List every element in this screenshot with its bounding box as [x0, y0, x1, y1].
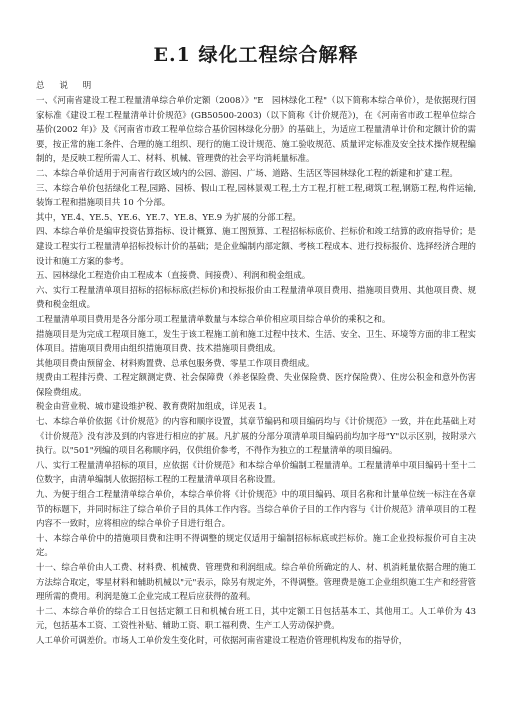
paragraph: 一、《河南省建设工程工程量清单综合单价定额（2008）》"E 园林绿化工程"（以下简称本综合单价），是依据现行国家标准《建设工程工程量清单计价规范》(GB50500-2003)（以下简称《计价规范》)，在《河南省市政工程单位综合基价(2002 年)》及《河南省市政工程单位综合基价园林绿化分册》的基础上，为适应工程量清单计价和定额计价的需要，按正常的施工条件、合理的施工组织、现行的施工设计规范、施工验收规范、质量评定标准及安全技术操作规程编制的，是反映工程所需人工、材料、机械、管理费的社会平均消耗量标准。 — [36, 95, 476, 164]
paragraph: 十、本综合单价中的措施项目费和注明不得调整的规定仅适用于编制招标标底或拦标价。施工企业投标报价可自主决定。 — [36, 532, 476, 558]
paragraph: 规费由工程排污费、工程定额测定费、社会保障费（养老保险费、失业保险费、医疗保险费）、住房公积金和意外伤害保险费组成。 — [36, 372, 476, 397]
paragraph: 二、本综合单价适用于河南省行政区域内的公园、游园、广场、道路、生活区等园林绿化工程的新建和扩建工程。 — [36, 167, 458, 178]
paragraph: 人工单价可调差价。市场人工单价发生变化时，可依据河南省建设工程造价管理机构发布的指导价， — [36, 634, 408, 645]
paragraph: 其他项目费由预留金、材料购置费、总承包服务费、零星工作项目费组成。 — [36, 357, 315, 368]
paragraph: 九、为便于组合工程量清单综合单价，本综合单价将《计价规范》中的项目编码、项目名称和计量单位统一标注在各章节的标题下，并同时标注了综合单价子目的具体工作内容。当综合单价子目的工作内容与《计价规范》清单项目的工程内容不一致时，应将相应的综合单价子目进行组合。 — [36, 489, 476, 529]
paragraph: 十二、本综合单价的综合工日包括定额工日和机械台班工日，其中定额工日包括基本工、其他用工。人工单价为 43 元，包括基本工资、工资性补贴、辅助工资、职工福利费、生产工人劳动保护费。 — [36, 605, 476, 631]
paragraph: 六、实行工程量清单项目招标的招标标底(拦标价)和投标报价由工程量清单项目费用、措施项目费用、其他项目费、规费和税金组成。 — [36, 284, 476, 310]
paragraph: 其中，YE.4、YE.5、YE.6、YE.7、YE.8、YE.9 为扩展的分部工程。 — [36, 211, 301, 222]
paragraph: 十一、综合单价由人工费、材料费、机械费、管理费和利润组成。综合单价所确定的人、材、机消耗量依据合理的施工方法综合取定，零星材料和辅助机械以"元"表示，除另有规定外，不得调整。管理费是施工企业组织施工生产和经营管理所需的费用。利润是施工企业完成工程后应获得的盈利。 — [36, 562, 476, 602]
paragraph: 三、本综合单价包括绿化工程,园路、园桥、假山工程,园林景观工程,土方工程,打桩工程,砌筑工程,钢筋工程,构件运输,装饰工程和措施项目共 10 个分部。 — [36, 182, 476, 208]
page-title: E.1 绿化工程综合解释 — [153, 44, 359, 66]
paragraph: 五、园林绿化工程造价由工程成本（直接费、间接费）、利润和税金组成。 — [36, 270, 311, 281]
body-text — [36, 93, 476, 648]
paragraph: 工程量清单项目费用是各分部分项工程量清单数量与本综合单价相应项目综合单价的乘积之和。 — [36, 313, 391, 324]
paragraph: 四、本综合单价是编审投资估算指标、设计概算、施工图预算、工程招标标底价、拦标价和竣工结算的政府指导价；是建设工程实行工程量清单招标投标计价的基础；是企业编制内部定额、考核工程成本、进行投标报价、选择经济合理的设计和施工方案的参考。 — [36, 226, 476, 266]
paragraph: 措施项目是为完成工程项目施工，发生于该工程施工前和施工过程中技术、生活、安全、卫生、环境等方面的非工程实体项目。措施项目费用由组织措施项目费、技术措施项目费组成。 — [36, 328, 476, 354]
paragraph: 八、实行工程量清单招标的项目，应依据《计价规范》和本综合单价编制工程量清单。工程量清单中项目编码十至十二位数字，由清单编制人依据招标工程的工程量清单项目名称设置。 — [36, 459, 476, 485]
paragraph: 税金由营业税、城市建设维护税、教育费附加组成，详见表 1。 — [36, 401, 272, 412]
paragraph: 七、本综合单价依据《计价规范》的内容和顺序设置，其章节编码和项目编码均与《计价规范》一致，并在此基础上对《计价规范》没有涉及到的内容进行相应的扩展。凡扩展的分部分项清单项目编码前均加字母"Y"以示区别，按附录六执行。以"501"列编的项目名称顺序码，仅供组价参考，不得作为独立的工程量清单的项目编码。 — [36, 416, 476, 456]
section-label: 总 说 明 — [36, 81, 98, 91]
